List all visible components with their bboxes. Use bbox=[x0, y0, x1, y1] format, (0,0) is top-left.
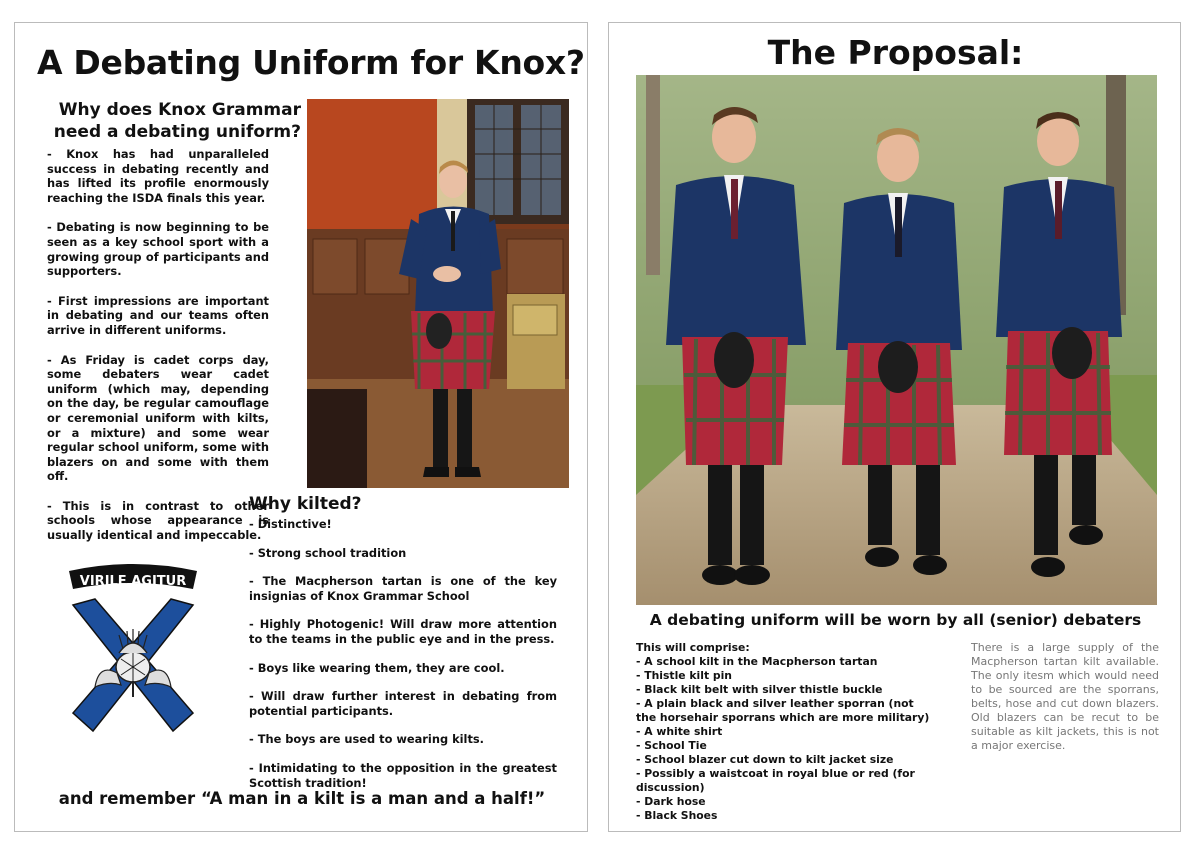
proposal-caption: A debating uniform will be worn by all (senior) debaters bbox=[649, 611, 1142, 629]
list-item: - Thistle kilt pin bbox=[636, 669, 732, 682]
why-kilted-heading: Why kilted? bbox=[249, 494, 362, 514]
list-item: - Dark hose bbox=[636, 795, 706, 808]
list-item: - Possibly a waistcoat in royal blue or red (for discussion) bbox=[636, 767, 915, 794]
uniform-components-list bbox=[636, 641, 976, 823]
uniform-paragraph: - This is in contrast to other schools whose appearance is usually identical and impeccable. bbox=[47, 498, 269, 543]
kilted-reason: - Will draw further interest in debating from potential participants. bbox=[249, 689, 557, 718]
list-item: - School Tie bbox=[636, 739, 707, 752]
why-uniform-heading: Why does Knox Grammar need a debating uniform? bbox=[53, 100, 301, 142]
school-crest bbox=[65, 563, 201, 733]
kilted-students-photo bbox=[636, 75, 1157, 605]
list-item: - Black Shoes bbox=[636, 809, 718, 822]
kilted-reason: - The boys are used to wearing kilts. bbox=[249, 732, 484, 747]
why-uniform-text bbox=[47, 147, 269, 558]
right-page bbox=[608, 22, 1181, 832]
kilted-reason: - Strong school tradition bbox=[249, 545, 407, 560]
list-item: - A white shirt bbox=[636, 725, 723, 738]
list-item: - A school kilt in the Macpherson tartan bbox=[636, 655, 878, 668]
kilted-reason: - Distinctive! bbox=[249, 517, 332, 531]
closing-quote: and remember “A man in a kilt is a man and a half!” bbox=[58, 789, 546, 808]
uniform-paragraph: - First impressions are important in debating and our teams often arrive in different uniforms. bbox=[47, 293, 269, 337]
crest-motto: VIRILE AGITUR bbox=[79, 574, 187, 589]
uniform-paragraph: - As Friday is cadet corps day, some debaters wear cadet uniform (which may, depending on the day, be regular camouflage or ceremonial uniform with kilts, or a mixture) and some wear regular school uniform, some with blazers on and some with them off. bbox=[47, 352, 269, 484]
left-page-title: A Debating Uniform for Knox? bbox=[37, 43, 585, 82]
kilted-reason: - The Macpherson tartan is one of the key insignias of Knox Grammar School bbox=[249, 574, 557, 603]
kilted-reason: - Boys like wearing them, they are cool. bbox=[249, 660, 505, 675]
uniform-paragraph: - Knox has had unparalleled success in debating recently and has lifted its profile enormously reaching the ISDA finals this year. bbox=[47, 147, 269, 205]
right-page-title: The Proposal: bbox=[767, 33, 1024, 72]
list-intro: This will comprise: bbox=[636, 641, 750, 654]
left-page bbox=[14, 22, 588, 832]
list-item: - School blazer cut down to kilt jacket size bbox=[636, 753, 894, 766]
uniform-paragraph: - Debating is now beginning to be seen as a key school sport with a growing group of participants and supporters. bbox=[47, 220, 269, 279]
why-kilted-text bbox=[249, 517, 557, 804]
kilted-reason: - Highly Photogenic! Will draw more attention to the teams in the public eye and in the press. bbox=[249, 617, 557, 646]
supply-note: There is a large supply of the Macpherson tartan kilt available. The only itesm which would need to be sourced are the sporrans, belts, hose and cut down blazers. Old blazers can be recut to be suitable as kilt jackets, this is not a major exercise. bbox=[971, 641, 1159, 752]
list-item: - Black kilt belt with silver thistle buckle bbox=[636, 683, 883, 696]
list-item: - A plain black and silver leather sporran (not the horsehair sporrans which are more military) bbox=[636, 697, 930, 724]
kilted-reason: - Intimidating to the opposition in the greatest Scottish tradition! bbox=[249, 760, 557, 790]
debater-photo bbox=[307, 99, 569, 488]
